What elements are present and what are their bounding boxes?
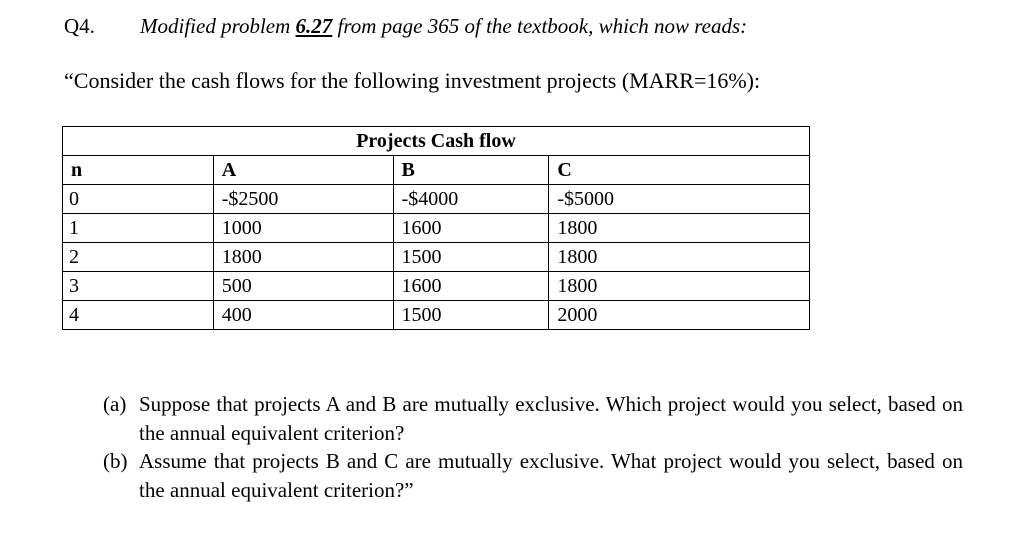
cell-a: 400 xyxy=(213,301,393,330)
question-text: Assume that projects B and C are mutually exclusive. What project would you select, based on the annual equivalent criterion?” xyxy=(139,449,963,502)
table-row xyxy=(63,243,810,272)
problem-reference: 6.27 xyxy=(295,14,333,38)
cell-n: 4 xyxy=(63,301,214,330)
cell-c: 1800 xyxy=(549,272,810,301)
question-list xyxy=(103,390,963,504)
cell-b: 1500 xyxy=(393,301,549,330)
cash-flow-table xyxy=(62,126,810,330)
question-item-b xyxy=(103,447,963,504)
cell-b: -$4000 xyxy=(393,185,549,214)
cell-a: -$2500 xyxy=(213,185,393,214)
table-title-row xyxy=(63,127,810,156)
table-title: Projects Cash flow xyxy=(63,127,810,156)
question-text: Suppose that projects A and B are mutually exclusive. Which project would you select, based on the annual equivalent criterion? xyxy=(139,392,963,445)
table-row xyxy=(63,185,810,214)
problem-intro: “Consider the cash flows for the following investment projects (MARR=16%): xyxy=(64,68,761,93)
cell-c: 1800 xyxy=(549,214,810,243)
cell-n: 3 xyxy=(63,272,214,301)
table-row xyxy=(63,214,810,243)
cell-n: 2 xyxy=(63,243,214,272)
question-intro: Modified problem xyxy=(140,14,296,38)
question-intro-rest: from page 365 of the textbook, which now reads: xyxy=(332,14,748,38)
question-item-a xyxy=(103,390,963,447)
cell-a: 1800 xyxy=(213,243,393,272)
cell-c: 1800 xyxy=(549,243,810,272)
cell-c: -$5000 xyxy=(549,185,810,214)
cell-a: 1000 xyxy=(213,214,393,243)
table-header-row xyxy=(63,156,810,185)
column-header-c: C xyxy=(549,156,810,185)
question-heading xyxy=(64,14,747,39)
table-row xyxy=(63,272,810,301)
cell-n: 1 xyxy=(63,214,214,243)
cell-b: 1600 xyxy=(393,214,549,243)
column-header-b: B xyxy=(393,156,549,185)
column-header-n: n xyxy=(63,156,214,185)
question-number: Q4. xyxy=(64,14,95,38)
cell-b: 1600 xyxy=(393,272,549,301)
cell-c: 2000 xyxy=(549,301,810,330)
column-header-a: A xyxy=(213,156,393,185)
cell-a: 500 xyxy=(213,272,393,301)
cell-b: 1500 xyxy=(393,243,549,272)
cell-n: 0 xyxy=(63,185,214,214)
question-label: (a) xyxy=(103,392,127,416)
question-label: (b) xyxy=(103,449,128,473)
table-row xyxy=(63,301,810,330)
